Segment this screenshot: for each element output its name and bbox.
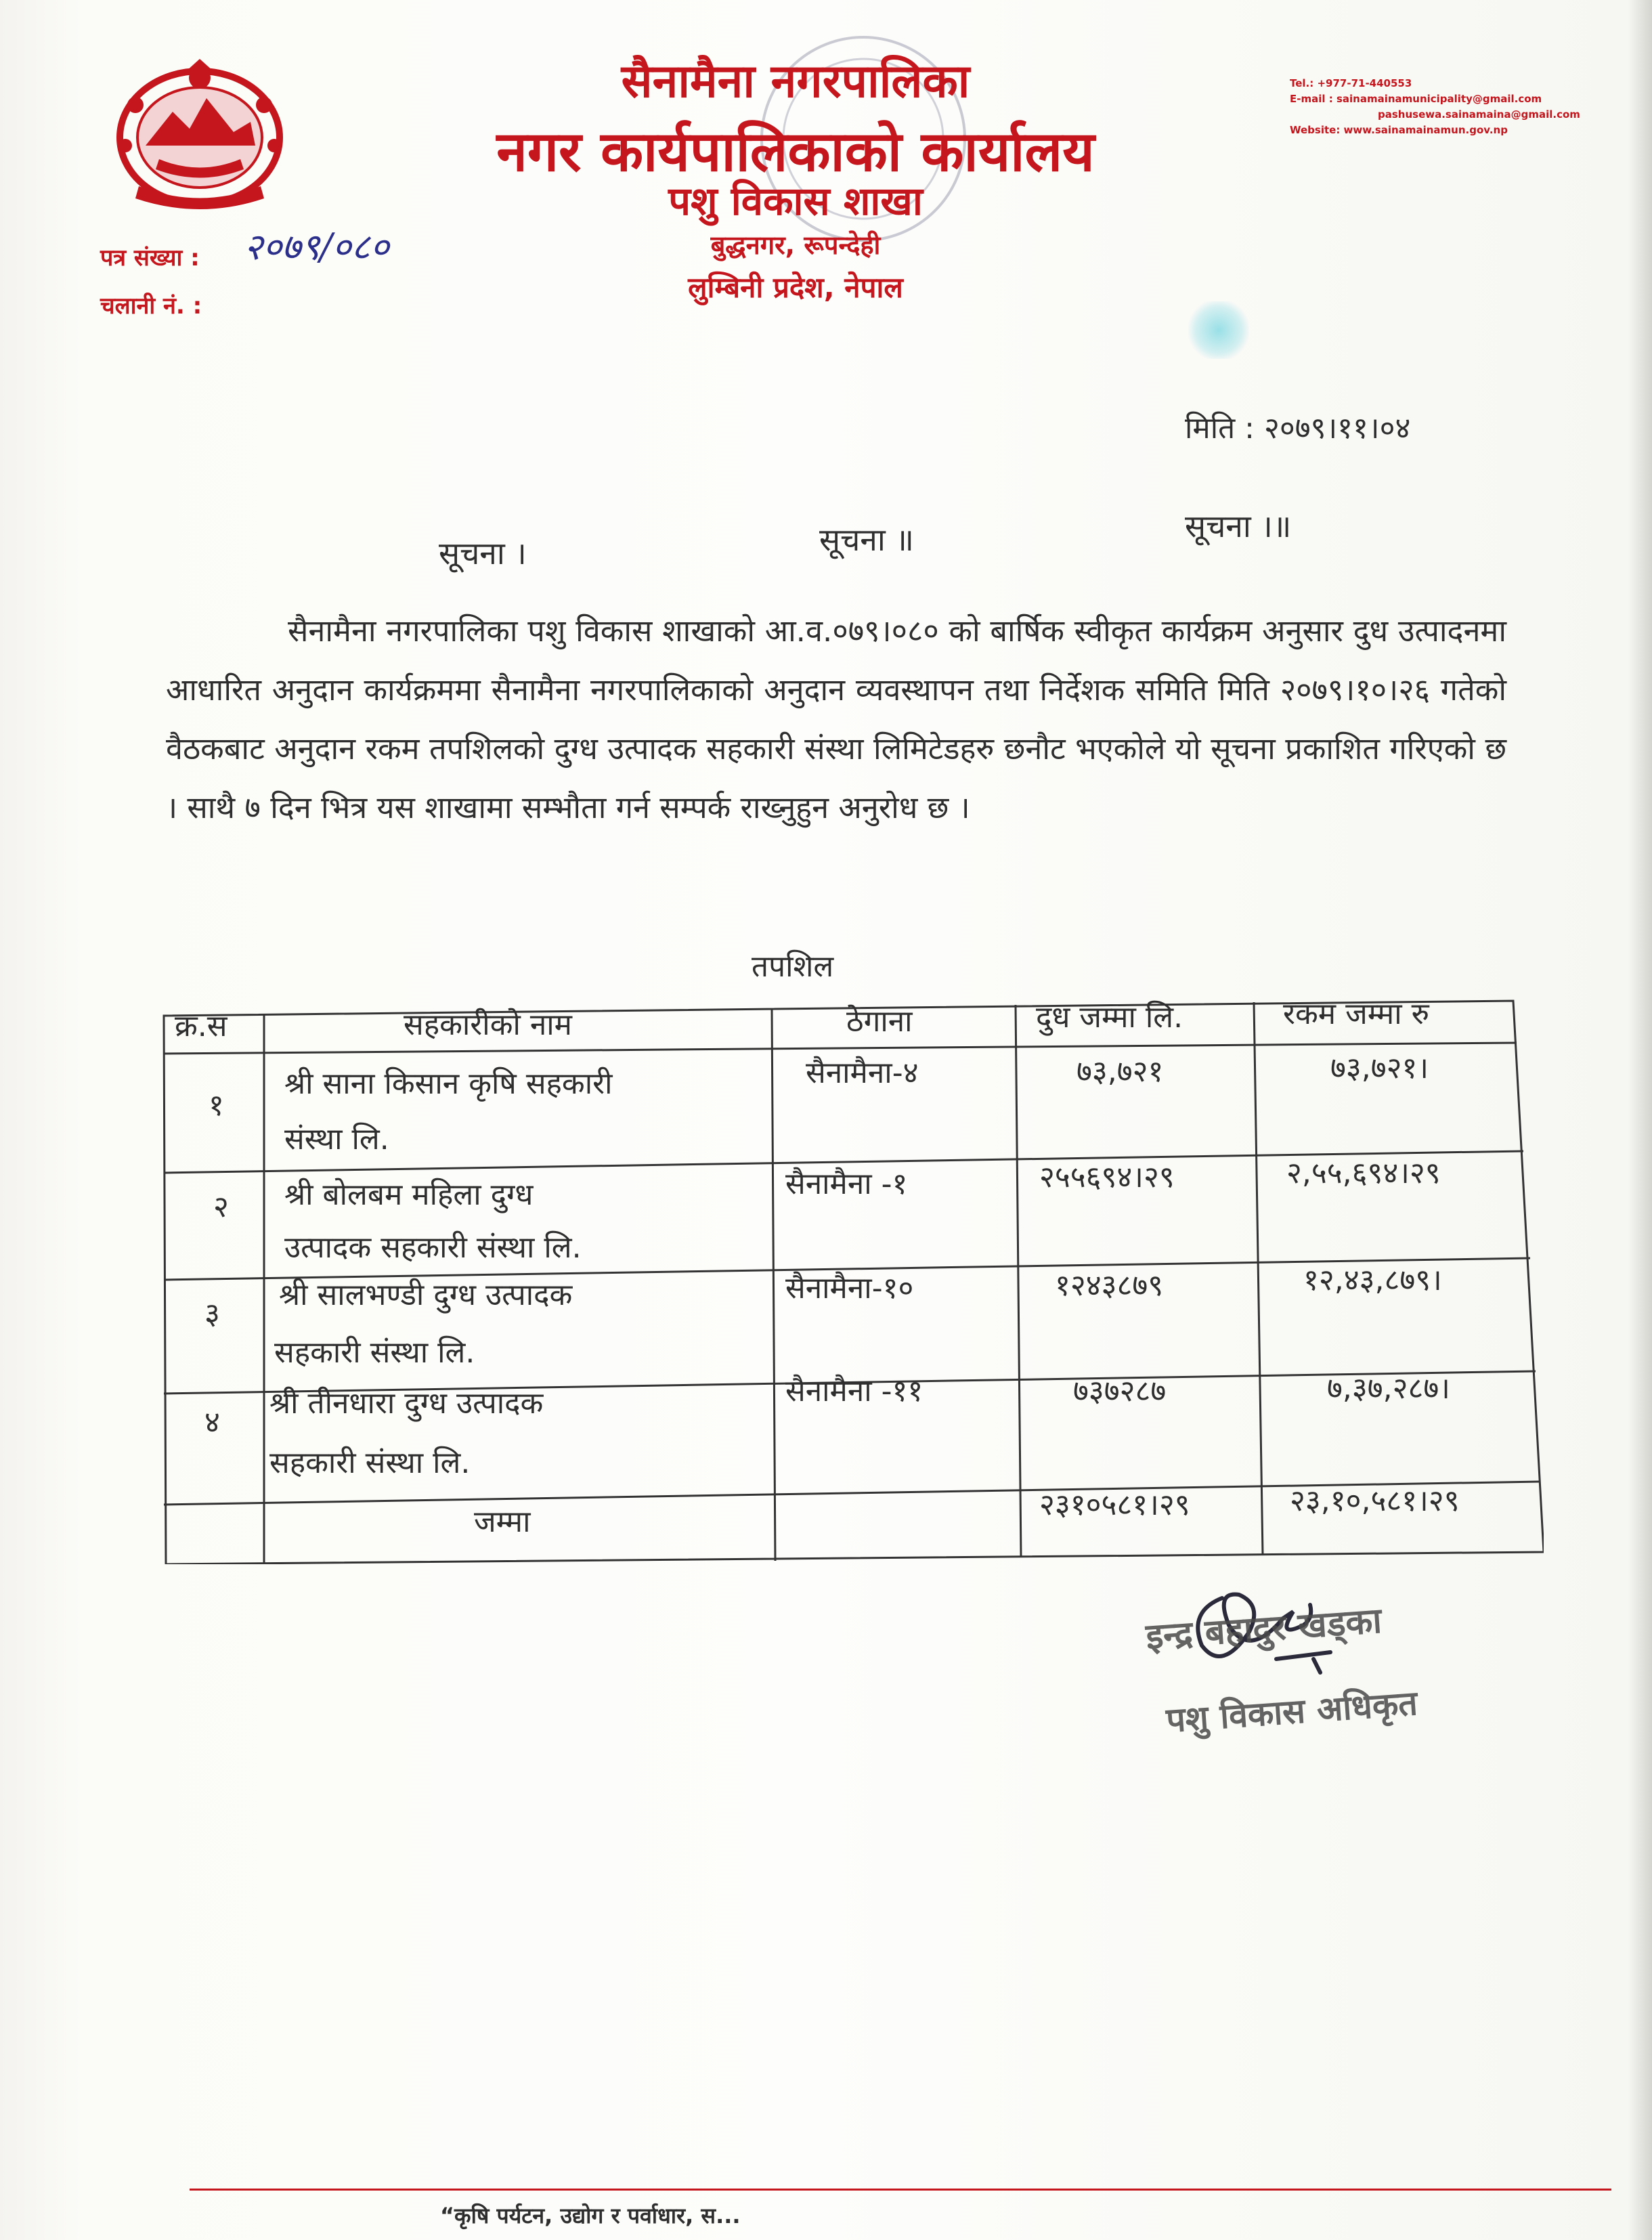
table-row-4-name-line2: सहकारी संस्था लि. [269,1446,471,1480]
table-row-4-address: सैनामैना -११ [785,1374,923,1408]
table-row-4-sn: ४ [204,1405,220,1440]
notice-body: सैनामैना नगरपालिका पशु विकास शाखाको आ.व.०७९।०८० को बार्षिक स्वीकृत कार्यक्रम अनुसार दुध उत्पादनमा आधारित अनुदान कार्यक्रममा सैनामैना नगरपालिकाको अनुदान व्यवस्थापन तथा निर्देशक समिति मिति २०७९।१०।२६ गतेको वैठकबाट अनुदान रकम तपशिलको दुग्ध उत्पादक सहकारी संस्था लिमिटेडहरु छनौट भएकोले यो सूचना प्रकाशित गरिएको छ । साथै ७ दिन भित्र यस शाखामा सम्भौता गर्न सम्पर्क राख्नुहुन अनुरोध छ । [166,613,1506,825]
table-row-3-name-line2: सहकारी संस्था लि. [274,1335,475,1370]
branch-name: पशु विकास शाखा [668,178,923,224]
table-row-1-name-line1: श्री साना किसान कृषि सहकारी [284,1067,613,1101]
table-row-2-amount: २,५५,६९४।२९ [1286,1156,1441,1190]
table-header-name: सहकारीको नाम [404,1008,572,1042]
table-row-1-address: सैनामैना-४ [806,1056,919,1090]
table-header-sn: क्र.स [175,1009,227,1043]
chalani-label: चलानी नं. : [100,293,202,320]
patra-sankhya-label: पत्र संख्या : [100,244,200,272]
table-row-3-sn: ३ [204,1297,220,1331]
table-total-milk: २३१०५८१।२९ [1039,1488,1190,1522]
table-header-milk: दुध जम्मा लि. [1036,1000,1183,1035]
table-caption: तपशिल [752,949,834,984]
table-row-4-name-line1: श्री तीनधारा दुग्ध उत्पादक [269,1386,544,1421]
table-row-3-address: सैनामैना-१० [785,1271,914,1306]
table-row-2-name-line2: उत्पादक सहकारी संस्था लि. [284,1230,582,1265]
table-row-1-milk: ७३,७२१ [1077,1054,1164,1089]
table-row-3-milk: १२४३८७९ [1055,1268,1164,1303]
page-edge-shadow [1628,0,1652,2240]
office-address: बुद्धनगर, रूपन्देही [710,230,881,260]
municipality-name: सैनामैना नगरपालिका [621,55,970,108]
footer-slogan: “कृषि पर्यटन, उद्योग र पर्वाधार, स... [440,2203,741,2228]
notice-heading-3: सूचना ।॥ [1185,508,1292,544]
notice-heading-1: सूचना । [439,535,527,572]
table-row-4-milk: ७३७२८७ [1073,1374,1167,1408]
table-row-2-sn: २ [213,1190,229,1224]
table-row-4-amount: ७,३७,२८७। [1327,1371,1450,1406]
table-row-1-amount: ७३,७२१। [1330,1051,1429,1085]
contact-email: E-mail : sainamainamunicipality@gmail.com [1290,93,1542,105]
table-row-1-sn: १ [209,1088,224,1123]
table-row-2-name-line1: श्री बोलबम महिला दुग्ध [284,1178,534,1212]
province-address: लुम्बिनी प्रदेश, नेपाल [688,271,903,304]
table-total-amount: २३,१०,५८१।२९ [1290,1484,1460,1518]
table-row-3-name-line1: श्री सालभण्डी दुग्ध उत्पादक [279,1278,573,1312]
signatory-name: इन्द्र बहादुर खड्का [1144,1600,1383,1658]
table-row-2-address: सैनामैना -१ [785,1167,908,1201]
table-row-2-milk: २५५६९४।२९ [1039,1160,1175,1194]
table-row-3-amount: १२,४३,८७९। [1303,1263,1442,1297]
table-row-1-name-line2: संस्था लि. [284,1122,389,1157]
ink-smudge [1188,301,1249,359]
table-total-label: जम्मा [474,1505,531,1539]
office-name: नगर कार्यपालिकाको कार्यालय [496,120,1095,184]
table-header-address: ठेगाना [846,1004,913,1039]
table-header-amount: रकम जम्मा रु [1283,997,1429,1031]
footer-divider [190,2189,1611,2191]
contact-website: Website: www.sainamainamun.gov.np [1290,124,1508,136]
signatory-title: पशु विकास अधिकृत [1165,1683,1419,1740]
notice-heading-2: सूचना ॥ [819,521,914,558]
patra-sankhya-value: २०७९/०८० [244,225,389,268]
letter-date: मिति : २०७९।११।०४ [1185,411,1411,446]
contact-block [1290,76,1580,138]
contact-tel: Tel.: +977-71-440553 [1290,77,1412,89]
contact-email-2: pashusewa.sainamaina@gmail.com [1378,108,1580,121]
